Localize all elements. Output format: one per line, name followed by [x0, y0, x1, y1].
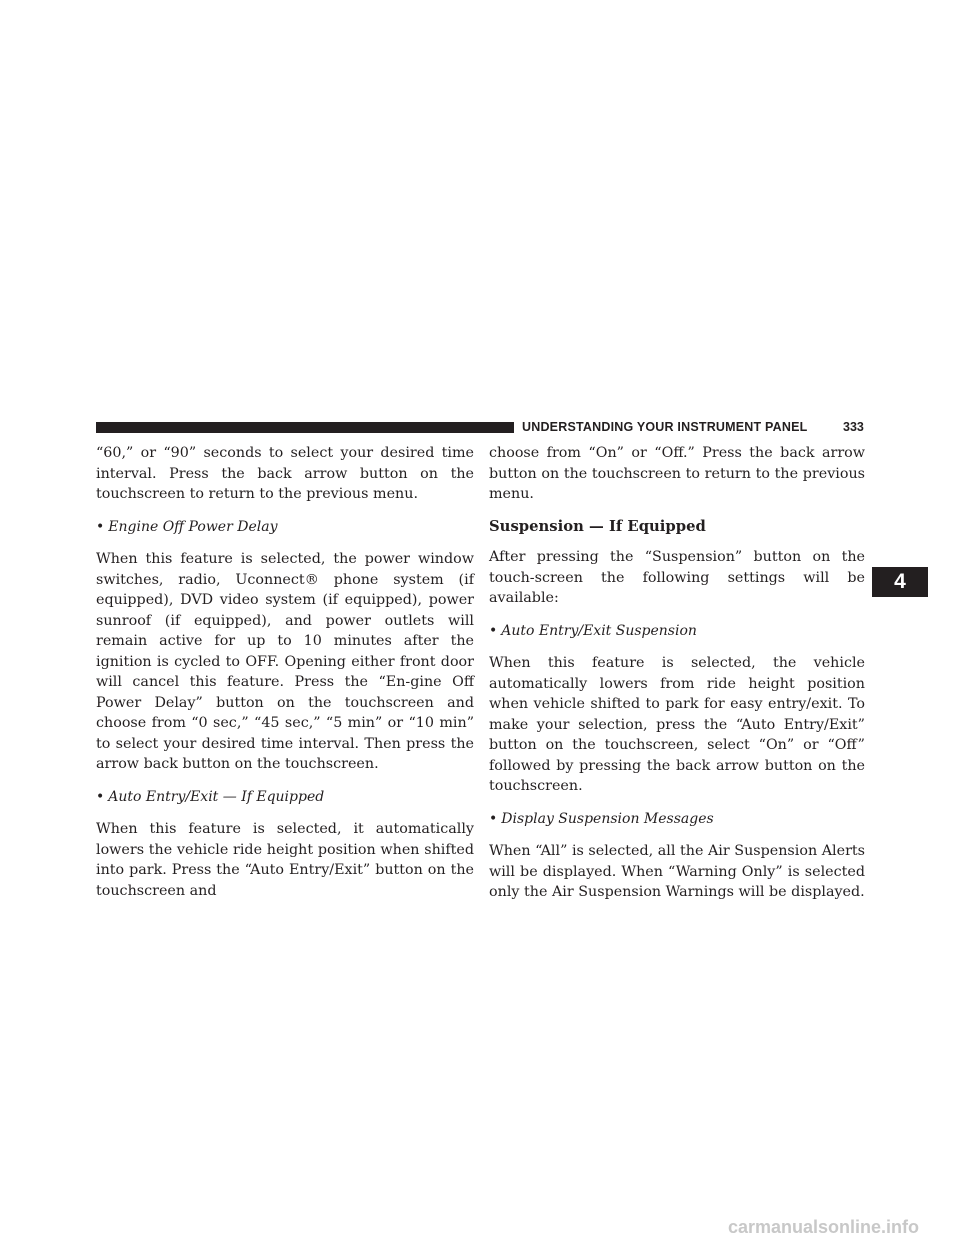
section-heading: Suspension — If Equipped: [489, 517, 706, 535]
paragraph: When this feature is selected, it automatically lowers the vehicle ride height position when shifted into park. Press the “Auto Entry/Exit” button on the touchscreen and: [96, 821, 474, 899]
chapter-tab: 4: [872, 567, 928, 597]
bullet-icon: •: [489, 810, 498, 827]
bullet-icon: •: [96, 788, 105, 805]
paragraph: After pressing the “Suspension” button on the touch-screen the following settings will be available:: [489, 549, 865, 606]
right-column: [489, 443, 865, 915]
bullet-label: Auto Entry/Exit Suspension: [501, 622, 697, 639]
bullet-item: [489, 809, 865, 830]
bullet-label: Auto Entry/Exit — If Equipped: [108, 788, 325, 805]
bullet-label: Display Suspension Messages: [501, 810, 714, 827]
watermark: carmanualsonline.info: [728, 1217, 920, 1237]
left-column: [96, 443, 474, 913]
paragraph: When this feature is selected, the power window switches, radio, Uconnect® phone system (if equipped), DVD video system (if equipped), power sunroof (if equipped), and power outlets will remain active for up to 10 minutes after the ignition is cycled to OFF. Opening either front door will cancel this feature. Press the “En-gine Off Power Delay” button on the touchscreen and choose from “0 sec,” “45 sec,” “5 min” or “10 min” to select your desired time interval. Then press the arrow back button on the touchscreen.: [96, 551, 474, 772]
bullet-item: [96, 787, 474, 808]
paragraph: “60,” or “90” seconds to select your desired time interval. Press the back arrow button on the touchscreen to return to the previous menu.: [96, 445, 474, 502]
page-number: 333: [843, 420, 864, 434]
bullet-label: Engine Off Power Delay: [108, 518, 278, 535]
paragraph: When this feature is selected, the vehicle automatically lowers from ride height position when vehicle shifted to park for easy entry/exit. To make your selection, press the “Auto Entry/Exit” button on the touchscreen, select “On” or “Off” followed by pressing the back arrow button on the touchscreen.: [489, 655, 865, 794]
header-rule: [96, 422, 514, 433]
running-header-title: UNDERSTANDING YOUR INSTRUMENT PANEL: [522, 420, 808, 434]
bullet-item: [96, 517, 474, 538]
bullet-icon: •: [489, 622, 498, 639]
bullet-item: [489, 621, 865, 642]
bullet-icon: •: [96, 518, 105, 535]
paragraph: choose from “On” or “Off.” Press the back arrow button on the touchscreen to return to the previous menu.: [489, 445, 865, 502]
paragraph: When “All” is selected, all the Air Suspension Alerts will be displayed. When “Warning Only” is selected only the Air Suspension Warnings will be displayed.: [489, 843, 865, 900]
